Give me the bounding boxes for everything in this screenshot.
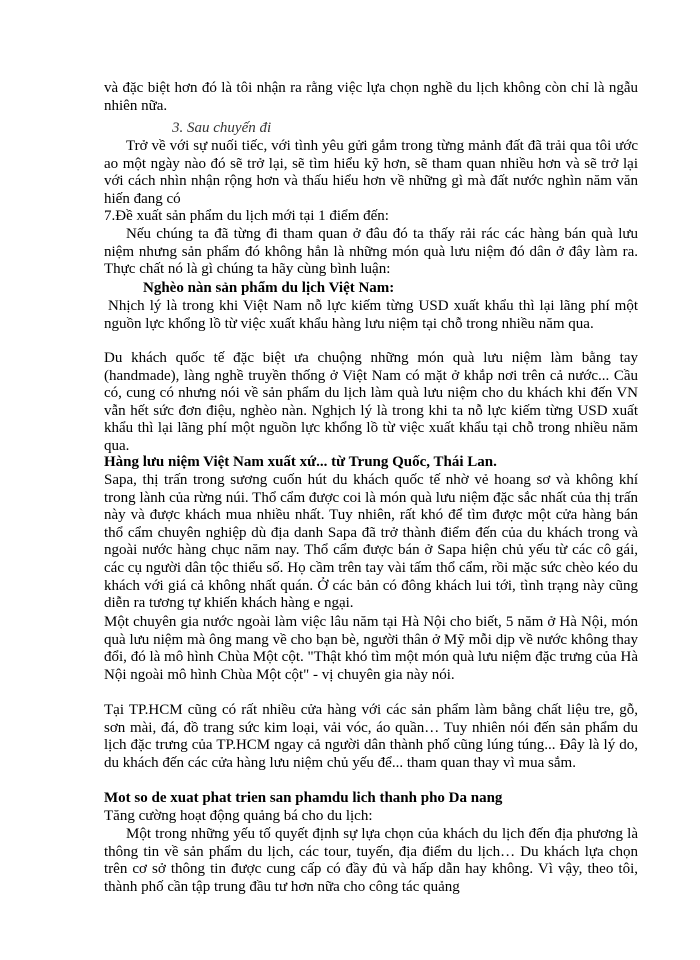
- section-heading-after-trip: 3. Sau chuyến đi: [172, 120, 272, 136]
- paragraph-promotion-body: Một trong những yếu tố quyết định sự lựa chọn của khách du lịch đến địa phương là thông tin về sản phẩm du lịch, các tour, tuyến, địa điểm du lịch… Du khách lựa chọn trên cơ sở thông tin được cung cấp có đầy đủ và hấp dẫn hay không. Vì vậy, theo tôi, thành phố cần tập trung đầu tư hơn nữa cho công tác quảng: [104, 826, 638, 895]
- paragraph-hcmc: Tại TP.HCM cũng có rất nhiều cửa hàng với các sản phẩm làm bằng chất liệu tre, gỗ, sơn mài, đá, đồ trang sức kim loại, vải vóc, áo quần… Tuy nhiên nói đến sản phẩm du lịch đặc trưng của TP.HCM ngay cả người dân thành phố cũng lúng túng... Đây là lý do, du khách đến các cửa hàng lưu niệm chủ yếu để... tham quan thay vì mua sắm.: [104, 702, 638, 771]
- paragraph-promotion: Tăng cường hoạt động quảng bá cho du lịch:: [104, 808, 373, 824]
- paragraph-paradox: Nhịch lý là trong khi Việt Nam nỗ lực kiếm từng USD xuất khẩu thì lại lãng phí một nguồn lực khổng lồ từ việc xuất khẩu hàng lưu niệm tại chỗ trong nhiều năm qua.: [104, 298, 638, 332]
- heading-poor-products: Nghèo nàn sản phẩm du lịch Việt Nam:: [143, 280, 395, 296]
- paragraph-intro-end: và đặc biệt hơn đó là tôi nhận ra rằng việc lựa chọn nghề du lịch không còn chỉ là ngẫu nhiên nữa.: [104, 80, 638, 114]
- paragraph-hanoi: Một chuyên gia nước ngoài làm việc lâu năm tại Hà Nội cho biết, 5 năm ở Hà Nội, món quà lưu niệm mà ông mang về cho bạn bè, người thân ở Mỹ mỗi dịp về nước không thay đổi, đó là mô hình Chùa Một cột. "Thật khó tìm một món quà lưu niệm đặc trưng của Hà Nội ngoài mô hình Chùa Một cột" - vị chuyên gia này nói.: [104, 614, 638, 683]
- heading-foreign-souvenirs: Hàng lưu niệm Việt Nam xuất xứ... từ Trung Quốc, Thái Lan.: [104, 454, 497, 470]
- paragraph-handmade: Du khách quốc tế đặc biệt ưa chuộng những món quà lưu niệm làm bằng tay (handmade), làng nghề truyền thống ở Việt Nam có mặt ở khắp nơi trên cả nước... Cầu có, cung có nhưng nói về sản phẩm du lịch làm quà lưu niệm cho du khách khi đến VN vẫn hết sức đơn điệu, nghèo nàn. Nghịch lý là trong khi ta nỗ lực kiếm từng USD xuất khẩu thì lại lãng phí một nguồn lực khổng lồ từ việc xuất khẩu tại chỗ trong nhiều năm qua.: [104, 350, 638, 454]
- paragraph-after-trip: Trở về với sự nuối tiếc, với tình yêu gửi gắm trong từng mảnh đất đã trải qua tôi ước ao một ngày nào đó sẽ trở lại, sẽ tìm hiểu kỹ hơn, sẽ tham quan nhiều hơn và sẽ trở lại với cách nhìn nhận rộng hơn và thấu hiểu hơn về những gì mà đất nước nghìn năm văn hiến đang có: [104, 138, 638, 207]
- heading-da-nang: Mot so de xuat phat trien san phamdu lich thanh pho Da nang: [104, 790, 503, 806]
- paragraph-sapa: Sapa, thị trấn trong sương cuốn hút du khách quốc tế nhờ vẻ hoang sơ và không khí trong lành của rừng núi. Thổ cẩm được coi là món quà lưu niệm đặc sắc nhất của thị trấn này và được khách mua nhiều nhất. Tuy nhiên, rất khó để tìm được một cửa hàng bán thổ cẩm chuyên nghiệp dù địa danh Sapa đã trở thành điểm đến của du khách trong và ngoài nước hàng chục năm nay. Thổ cẩm được bán ở Sapa hiện chủ yếu từ các cô gái, các cụ người dân tộc thiểu số. Họ cầm trên tay vài tấm thổ cẩm, rồi mặc sức chèo kéo du khách với giá cả không nhất quán. Ở các bản có đông khách lui tới, tình trạng này cũng diễn ra tương tự khiến khách hàng e ngại.: [104, 472, 638, 612]
- heading-section-7: 7.Đề xuất sản phẩm du lịch mới tại 1 điểm đến:: [104, 208, 389, 224]
- paragraph-souvenir-intro: Nếu chúng ta đã từng đi tham quan ở đâu đó ta thấy rải rác các hàng bán quà lưu niệm nhưng sản phẩm đó không hẳn là những món quà lưu niệm đó dân ở đây làm ra. Thực chất nó là gì chúng ta hãy cùng bình luận:: [104, 226, 638, 278]
